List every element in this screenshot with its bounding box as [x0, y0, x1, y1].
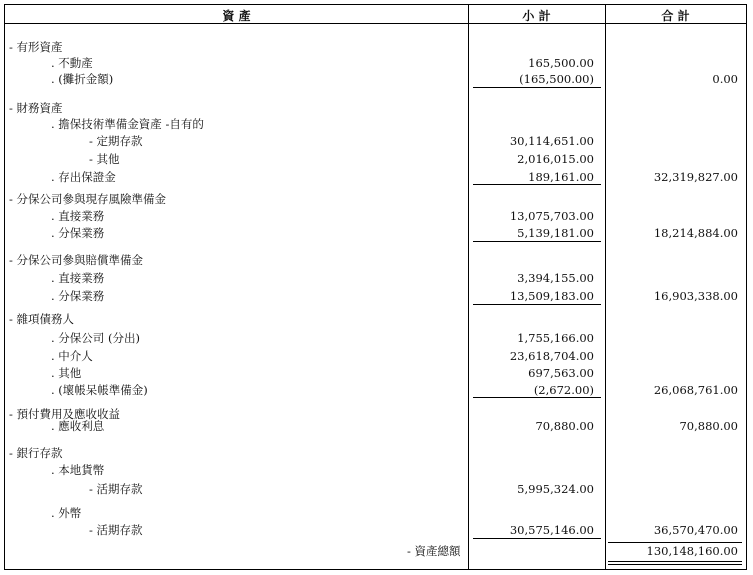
table-row	[51, 365, 746, 382]
table-row	[89, 133, 746, 150]
subtotal-value: 189,161.00	[528, 170, 594, 184]
header-total: 合 計	[661, 9, 690, 23]
subtotal-value: 165,500.00	[528, 56, 594, 70]
row-label: . 擔保技術準備金資產 -自有的	[51, 117, 204, 131]
subtotal-value: (2,672.00)	[533, 383, 594, 397]
table-row	[9, 311, 746, 328]
subtotal-value: (165,500.00)	[519, 72, 594, 86]
subtotal-value: 13,509,183.00	[509, 289, 594, 303]
row-label: - 預付費用及應收收益	[9, 407, 121, 421]
row-label: - 分保公司參與現存風險準備金	[9, 192, 167, 206]
table-row	[89, 522, 746, 539]
row-label: . 不動產	[51, 56, 93, 70]
table-row	[51, 418, 746, 435]
row-label: . 本地貨幣	[51, 463, 105, 477]
row-label: . 其他	[51, 366, 82, 380]
row-label: . 存出保證金	[51, 170, 116, 184]
table-row	[51, 270, 746, 287]
subtotal-value: 23,618,704.00	[509, 349, 594, 363]
table-row	[51, 462, 746, 479]
row-label: - 有形資產	[9, 40, 63, 54]
grand-total-underline	[608, 561, 742, 562]
table-row	[9, 100, 746, 117]
table-row	[89, 481, 746, 498]
subtotal-value: 30,575,146.00	[509, 523, 594, 537]
row-label: - 其他	[89, 152, 120, 166]
row-label: - 雜項債務人	[9, 312, 75, 326]
row-label: . 外幣	[51, 506, 82, 520]
row-label: - 分保公司參與賠償準備金	[9, 253, 144, 267]
header-subtotal: 小 計	[522, 9, 551, 23]
table-row	[51, 330, 746, 347]
subtotal-value: 13,075,703.00	[509, 209, 594, 223]
subtotal-value: 5,139,181.00	[517, 226, 594, 240]
table-row	[51, 208, 746, 225]
total-value: 36,570,470.00	[653, 523, 738, 537]
row-label: . 中介人	[51, 349, 93, 363]
row-label: - 活期存款	[89, 523, 143, 537]
subtotal-underline	[473, 87, 601, 88]
row-label: . 分保業務	[51, 289, 105, 303]
subtotal-value: 70,880.00	[535, 419, 594, 433]
row-label: . (攤折金額)	[51, 72, 114, 86]
table-row	[9, 39, 746, 56]
balance-sheet-table	[4, 4, 747, 570]
subtotal-value: 3,394,155.00	[517, 271, 594, 285]
table-row	[89, 151, 746, 168]
grand-total-double-underline	[608, 564, 742, 565]
subtotal-underline	[473, 538, 601, 539]
table-row	[9, 445, 746, 462]
row-label: - 銀行存款	[9, 446, 63, 460]
table-row	[9, 252, 746, 269]
row-label: . 直接業務	[51, 209, 105, 223]
total-value: 32,319,827.00	[653, 170, 738, 184]
row-label: - 活期存款	[89, 482, 143, 496]
row-label: . 分保公司 (分出)	[51, 331, 140, 345]
subtotal-value: 30,114,651.00	[509, 134, 594, 148]
row-label: . (壞帳呆帳準備金)	[51, 383, 148, 397]
subtotal-underline	[473, 241, 601, 242]
row-label: . 直接業務	[51, 271, 105, 285]
total-value: 70,880.00	[679, 419, 738, 433]
total-value: 18,214,884.00	[653, 226, 738, 240]
row-label: - 定期存款	[89, 134, 143, 148]
total-value: 0.00	[712, 72, 738, 86]
header-asset: 資 產	[222, 9, 251, 23]
grand-total-value: 130,148,160.00	[646, 544, 738, 558]
total-value: 16,903,338.00	[653, 289, 738, 303]
subtotal-value: 5,995,324.00	[517, 482, 594, 496]
subtotal-underline	[473, 184, 601, 185]
table-row	[51, 169, 746, 186]
table-row	[51, 71, 746, 88]
table-row	[51, 55, 746, 72]
table-row	[51, 225, 746, 242]
subtotal-value: 1,755,166.00	[517, 331, 594, 345]
subtotal-underline	[473, 397, 601, 398]
table-row	[51, 348, 746, 365]
subtotal-value: 697,563.00	[528, 366, 594, 380]
subtotal-value: 2,016,015.00	[517, 152, 594, 166]
grand-total-row	[5, 543, 746, 560]
grand-total-label: - 資產總額	[407, 544, 461, 558]
row-label: . 應收利息	[51, 419, 105, 433]
table-row	[9, 191, 746, 208]
total-value: 26,068,761.00	[653, 383, 738, 397]
table-row	[51, 288, 746, 305]
row-label: . 分保業務	[51, 226, 105, 240]
table-row	[51, 382, 746, 399]
subtotal-underline	[473, 304, 601, 305]
table-row	[51, 116, 746, 133]
row-label: - 財務資產	[9, 101, 63, 115]
table-row	[51, 505, 746, 522]
